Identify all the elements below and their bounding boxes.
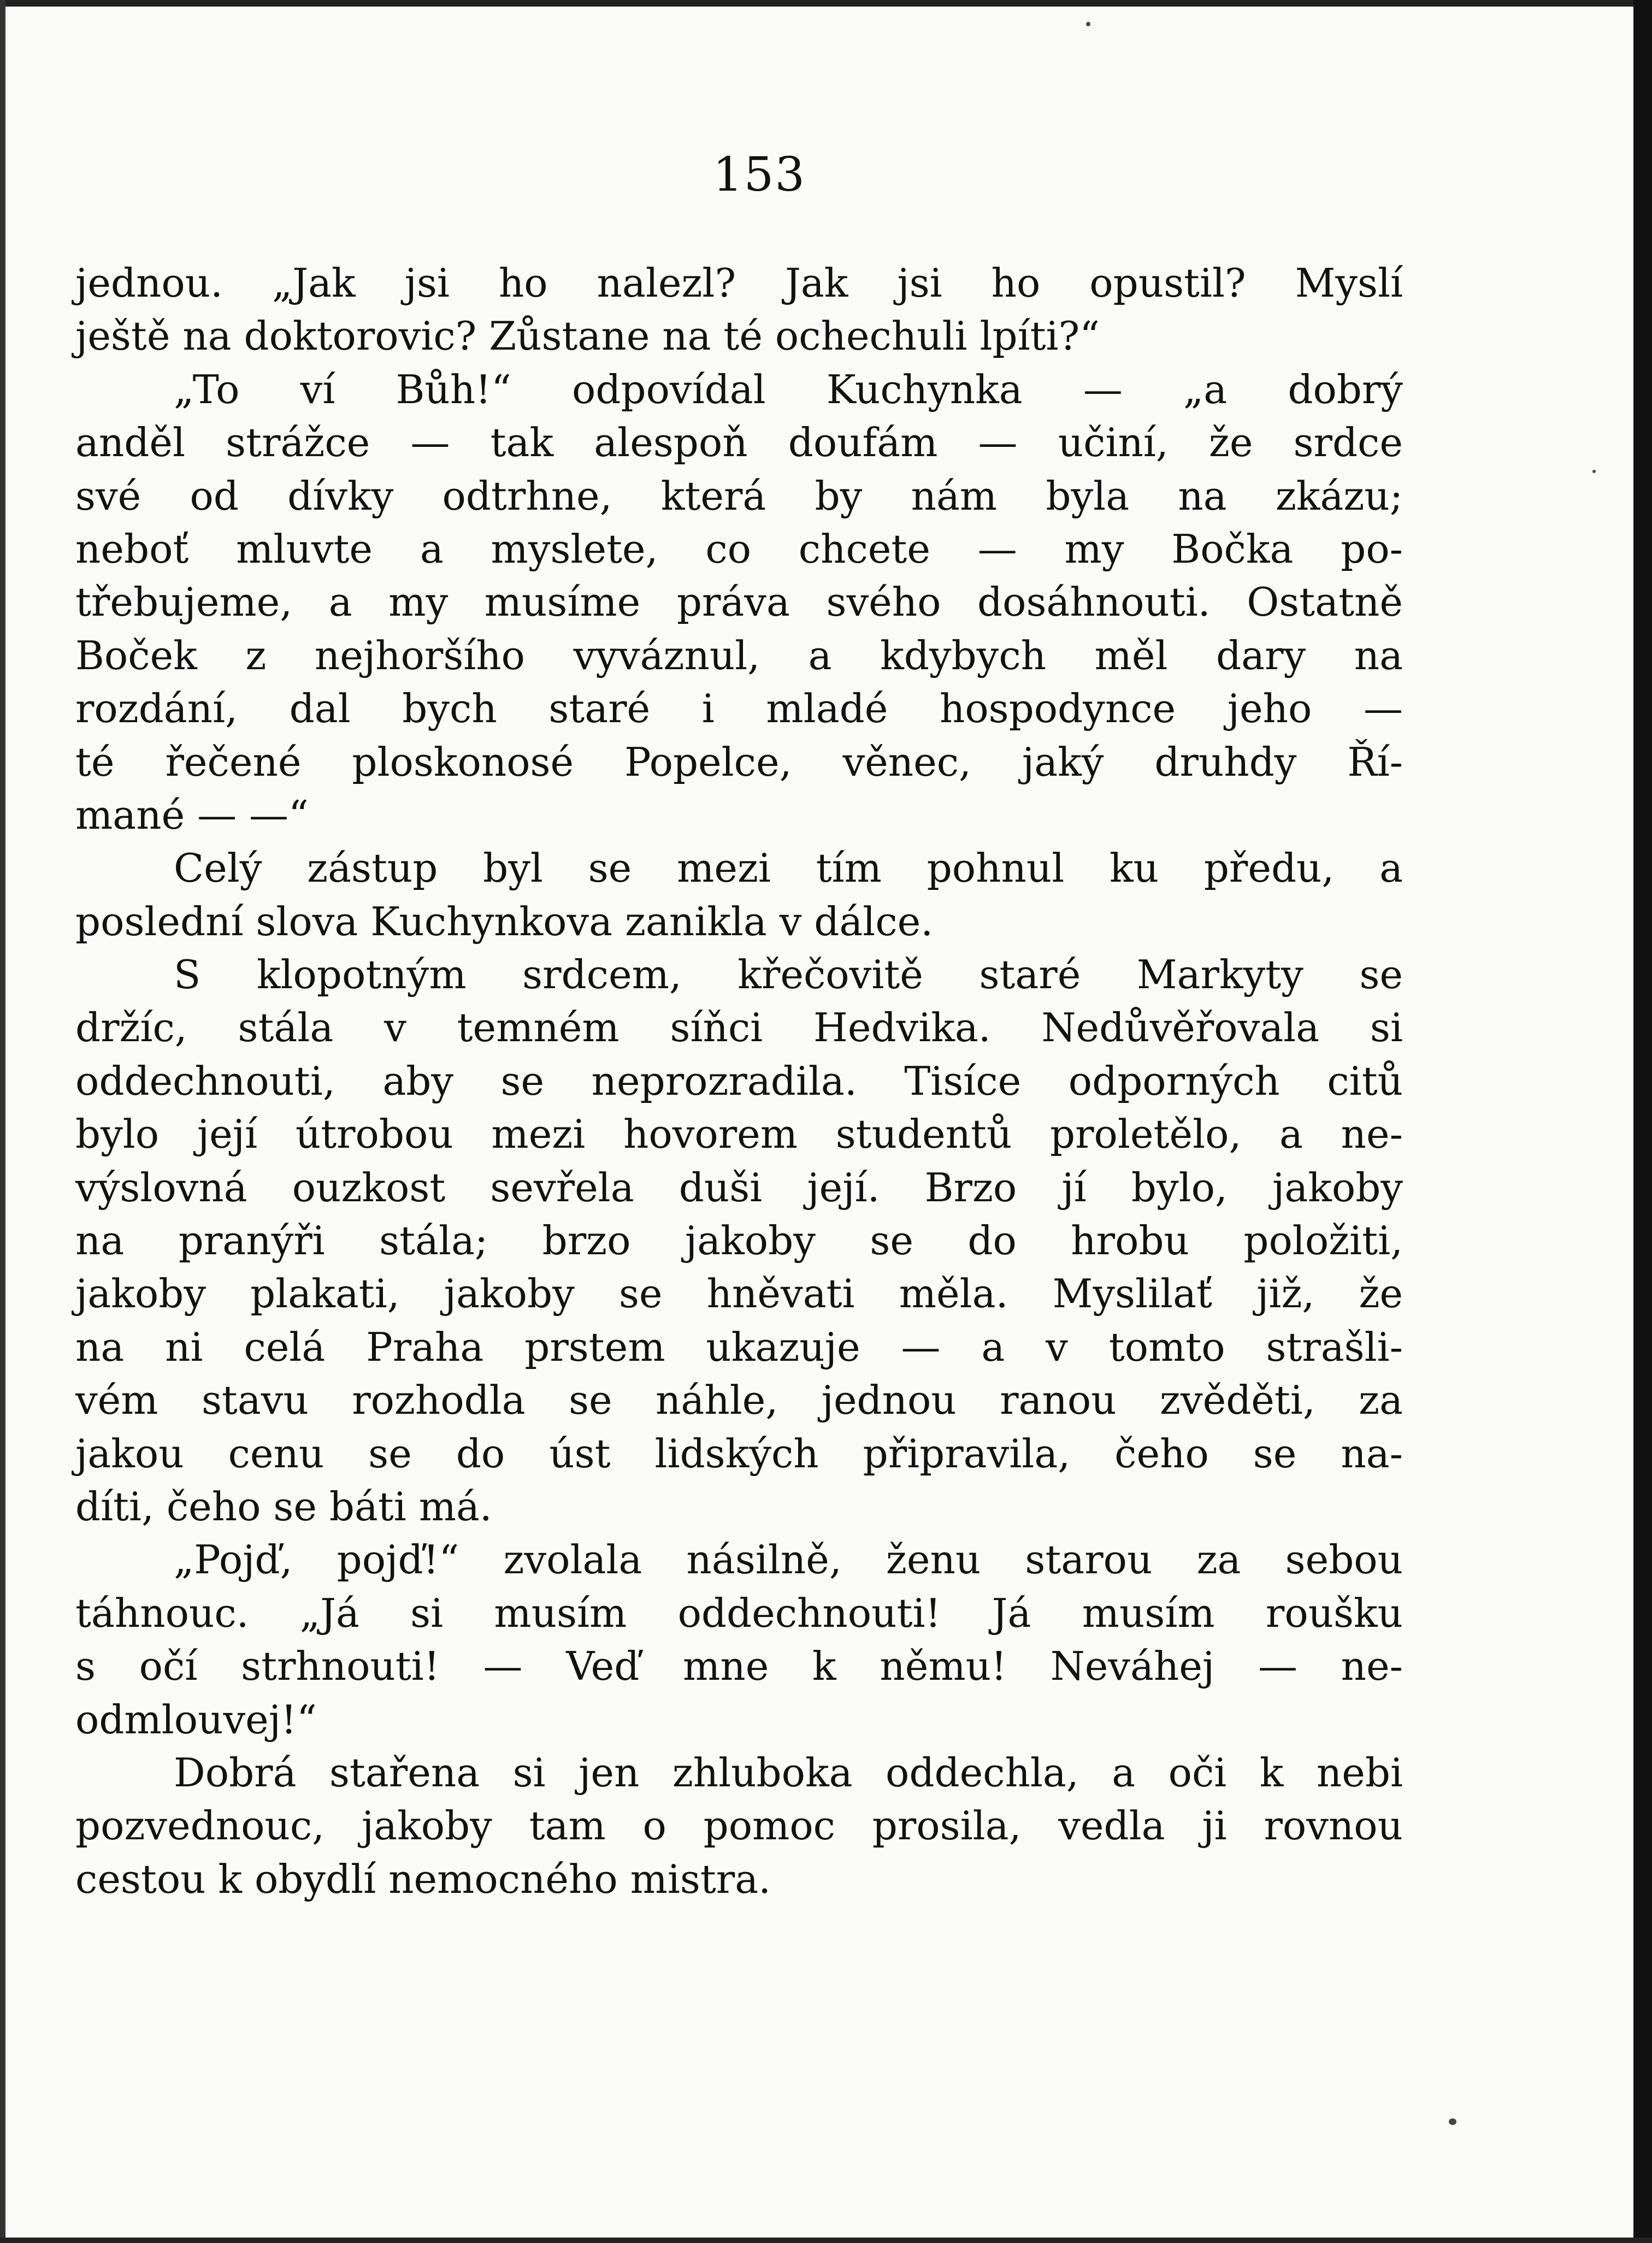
text-line: vém stavu rozhodla se náhle, jednou ranou zvěděti, za [75, 1377, 1403, 1424]
text-line: S klopotným srdcem, křečovitě staré Markyty se [174, 952, 1403, 998]
text-line: pozvednouc, jakoby tam o pomoc prosila, vedla ji rovnou [75, 1803, 1403, 1849]
text-line: Dobrá stařena si jen zhluboka oddechla, a oči k nebi [174, 1749, 1403, 1796]
text-line: díti, čeho se báti má. [75, 1483, 492, 1530]
scan-border-bottom [0, 2238, 1652, 2243]
text-line: odmlouvej!“ [75, 1696, 317, 1743]
text-line: výslovná ouzkost sevřela duši její. Brzo jí bylo, jakoby [75, 1164, 1403, 1211]
text-line: třebujeme, a my musíme práva svého dosáhnouti. Ostatně [75, 579, 1403, 625]
scan-speck [1086, 22, 1090, 26]
scan-border-top [0, 0, 1652, 7]
text-line: jednou. „Jak jsi ho nalezl? Jak jsi ho opustil? Myslí [75, 260, 1403, 306]
text-line: „To ví Bůh!“ odpovídal Kuchynka — „a dobrý [174, 366, 1403, 412]
text-line: ještě na doktorovic? Zůstane na té ochechuli lpíti?“ [75, 313, 1100, 359]
text-line: Boček z nejhoršího vyváznul, a kdybych měl dary na [75, 632, 1403, 678]
text-line: anděl strážce — tak alespoň doufám — učiní, že srdce [75, 420, 1403, 466]
body-text [75, 257, 1403, 1906]
page-number: 153 [712, 147, 806, 202]
text-line: na pranýři stála; brzo jakoby se do hrobu položiti, [75, 1218, 1403, 1264]
scan-speck [1592, 470, 1596, 473]
text-line: té řečené ploskonosé Popelce, věnec, jaký druhdy Ří- [75, 739, 1403, 785]
text-line: držíc, stála v temném síňci Hedvika. Nedůvěřovala si [75, 1005, 1403, 1051]
text-line: táhnouc. „Já si musím oddechnouti! Já musím roušku [75, 1590, 1403, 1636]
text-line: na ni celá Praha prstem ukazuje — a v tomto strašli- [75, 1324, 1403, 1370]
scan-border-right [1633, 0, 1652, 2243]
scan-speck [1449, 2118, 1456, 2125]
text-line: poslední slova Kuchynkova zanikla v dálce. [75, 898, 934, 945]
text-line: své od dívky odtrhne, která by nám byla na zkázu; [75, 473, 1403, 519]
text-line: Celý zástup byl se mezi tím pohnul ku předu, a [174, 845, 1403, 892]
text-line: s očí strhnouti! — Veď mne k němu! Neváhej — ne- [75, 1643, 1403, 1690]
text-line: oddechnouti, aby se neprozradila. Tisíce odporných citů [75, 1058, 1403, 1104]
text-line: jakoby plakati, jakoby se hněvati měla. Myslilať již, že [75, 1271, 1403, 1317]
text-line: bylo její útrobou mezi hovorem studentů proletělo, a ne- [75, 1111, 1403, 1158]
text-line: neboť mluvte a myslete, co chcete — my Bočka po- [75, 526, 1403, 572]
text-line: rozdání, dal bych staré i mladé hospodynce jeho — [75, 686, 1403, 732]
scan-border-left [0, 0, 5, 2243]
text-line: „Pojď, pojď!“ zvolala násilně, ženu starou za sebou [174, 1537, 1403, 1583]
text-line: jakou cenu se do úst lidských připravila, čeho se na- [75, 1430, 1403, 1477]
text-line: cestou k obydlí nemocného mistra. [75, 1856, 771, 1902]
text-line: mané — —“ [75, 792, 309, 838]
